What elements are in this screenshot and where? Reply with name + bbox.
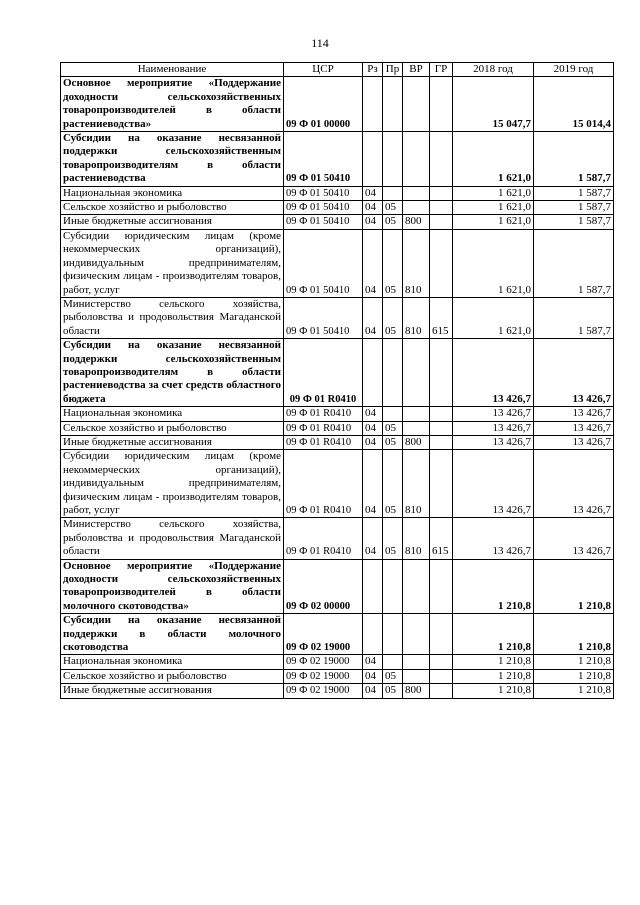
header-rz: Рз (363, 63, 383, 77)
cell-gr (430, 215, 453, 229)
cell-gr (430, 77, 453, 132)
cell-pr: 05 (383, 684, 403, 698)
cell-2019: 1 587,7 (534, 215, 614, 229)
cell-name: Национальная экономика (61, 655, 284, 669)
cell-vr (403, 407, 430, 421)
cell-csr: 09 Ф 02 19000 (284, 614, 363, 655)
cell-2018: 13 426,7 (453, 518, 534, 559)
table-row (61, 215, 614, 229)
cell-2019: 13 426,7 (534, 421, 614, 435)
cell-2018: 13 426,7 (453, 435, 534, 449)
cell-2019: 13 426,7 (534, 450, 614, 518)
cell-2019: 1 210,8 (534, 614, 614, 655)
cell-name: Субсидии юридическим лицам (кроме некоммерческих организаций), индивидуальным предпринимателям, физическим лицам - производителям товаров, работ, услуг (61, 450, 284, 518)
cell-2018: 15 047,7 (453, 77, 534, 132)
table-row (61, 450, 614, 518)
cell-rz: 04 (363, 201, 383, 215)
cell-2018: 1 621,0 (453, 215, 534, 229)
header-vr: ВР (403, 63, 430, 77)
cell-vr (403, 132, 430, 187)
table-row (61, 201, 614, 215)
cell-rz (363, 77, 383, 132)
table-row (61, 407, 614, 421)
table-row (61, 77, 614, 132)
cell-name: Министерство сельского хозяйства, рыболовства и продовольствия Магаданской области (61, 297, 284, 338)
cell-pr: 05 (383, 518, 403, 559)
cell-gr (430, 201, 453, 215)
cell-2019: 1 587,7 (534, 297, 614, 338)
cell-rz (363, 132, 383, 187)
cell-vr: 810 (403, 229, 430, 297)
cell-csr: 09 Ф 02 19000 (284, 684, 363, 698)
cell-gr (430, 614, 453, 655)
cell-vr: 800 (403, 684, 430, 698)
table-row (61, 421, 614, 435)
cell-2019: 13 426,7 (534, 407, 614, 421)
cell-rz: 04 (363, 655, 383, 669)
cell-pr: 05 (383, 435, 403, 449)
cell-csr: 09 Ф 02 19000 (284, 655, 363, 669)
table-row (61, 339, 614, 407)
cell-csr: 09 Ф 01 50410 (284, 229, 363, 297)
cell-name: Субсидии на оказание несвязанной поддержки сельскохозяйственным товаропроизводителям в области растениеводства за счет средств областного бюджета (61, 339, 284, 407)
cell-name: Сельское хозяйство и рыболовство (61, 201, 284, 215)
cell-rz (363, 559, 383, 614)
cell-pr (383, 655, 403, 669)
table-row (61, 297, 614, 338)
cell-2019: 1 210,8 (534, 684, 614, 698)
cell-2018: 1 621,0 (453, 297, 534, 338)
cell-name: Иные бюджетные ассигнования (61, 435, 284, 449)
cell-vr: 800 (403, 215, 430, 229)
cell-2018: 13 426,7 (453, 339, 534, 407)
header-gr: ГР (430, 63, 453, 77)
cell-pr (383, 407, 403, 421)
table-header-row (61, 63, 614, 77)
cell-pr: 05 (383, 215, 403, 229)
cell-pr (383, 614, 403, 655)
cell-csr: 09 Ф 01 50410 (284, 186, 363, 200)
cell-gr (430, 684, 453, 698)
cell-gr: 615 (430, 518, 453, 559)
cell-vr (403, 186, 430, 200)
cell-csr: 09 Ф 01 R0410 (284, 407, 363, 421)
cell-2018: 1 621,0 (453, 186, 534, 200)
cell-gr (430, 655, 453, 669)
cell-csr: 09 Ф 02 00000 (284, 559, 363, 614)
header-2018: 2018 год (453, 63, 534, 77)
cell-csr: 09 Ф 01 00000 (284, 77, 363, 132)
cell-csr: 09 Ф 02 19000 (284, 669, 363, 683)
cell-gr (430, 186, 453, 200)
cell-rz: 04 (363, 421, 383, 435)
cell-rz: 04 (363, 684, 383, 698)
table-row (61, 614, 614, 655)
cell-2018: 1 210,8 (453, 655, 534, 669)
cell-rz: 04 (363, 215, 383, 229)
cell-gr (430, 339, 453, 407)
table-row (61, 559, 614, 614)
cell-2018: 13 426,7 (453, 421, 534, 435)
cell-name: Субсидии на оказание несвязанной поддержки сельскохозяйственным товаропроизводителям в области растениеводства (61, 132, 284, 187)
cell-name: Сельское хозяйство и рыболовство (61, 669, 284, 683)
cell-csr: 09 Ф 01 R0410 (284, 450, 363, 518)
cell-csr: 09 Ф 01 R0410 (284, 518, 363, 559)
cell-gr (430, 132, 453, 187)
cell-csr: 09 Ф 01 50410 (284, 215, 363, 229)
cell-2019: 13 426,7 (534, 435, 614, 449)
cell-name: Национальная экономика (61, 186, 284, 200)
cell-gr (430, 407, 453, 421)
cell-rz (363, 614, 383, 655)
cell-vr: 810 (403, 297, 430, 338)
table-row (61, 229, 614, 297)
cell-vr: 810 (403, 518, 430, 559)
cell-name: Министерство сельского хозяйства, рыболовства и продовольствия Магаданской области (61, 518, 284, 559)
cell-vr (403, 421, 430, 435)
cell-csr: 09 Ф 01 50410 (284, 297, 363, 338)
cell-vr (403, 655, 430, 669)
cell-2019: 13 426,7 (534, 339, 614, 407)
cell-2019: 1 587,7 (534, 201, 614, 215)
cell-vr (403, 559, 430, 614)
cell-pr: 05 (383, 669, 403, 683)
cell-vr (403, 339, 430, 407)
cell-rz: 04 (363, 229, 383, 297)
cell-gr (430, 229, 453, 297)
table-row (61, 132, 614, 187)
cell-pr: 05 (383, 421, 403, 435)
cell-2019: 15 014,4 (534, 77, 614, 132)
cell-2019: 1 587,7 (534, 132, 614, 187)
cell-2018: 1 621,0 (453, 201, 534, 215)
cell-pr (383, 339, 403, 407)
cell-name: Субсидии на оказание несвязанной поддержки в области молочного скотоводства (61, 614, 284, 655)
header-csr: ЦСР (284, 63, 363, 77)
cell-rz (363, 339, 383, 407)
table-row (61, 684, 614, 698)
cell-2019: 1 210,8 (534, 669, 614, 683)
cell-csr: 09 Ф 01 R0410 (284, 339, 363, 407)
cell-gr (430, 435, 453, 449)
page-number: 114 (311, 36, 329, 50)
cell-vr (403, 669, 430, 683)
header-name: Наименование (61, 63, 284, 77)
cell-name: Субсидии юридическим лицам (кроме некоммерческих организаций), индивидуальным предпринимателям, физическим лицам - производителям товаров, работ, услуг (61, 229, 284, 297)
cell-pr: 05 (383, 201, 403, 215)
table-row (61, 655, 614, 669)
cell-name: Национальная экономика (61, 407, 284, 421)
cell-vr (403, 201, 430, 215)
cell-rz: 04 (363, 407, 383, 421)
table-row (61, 186, 614, 200)
cell-pr (383, 77, 403, 132)
table-row (61, 518, 614, 559)
cell-name: Сельское хозяйство и рыболовство (61, 421, 284, 435)
cell-pr (383, 186, 403, 200)
header-pr: Пр (383, 63, 403, 77)
cell-name: Основное мероприятие «Поддержание доходности сельскохозяйственных товаропроизводителей в области молочного скотоводства» (61, 559, 284, 614)
cell-csr: 09 Ф 01 R0410 (284, 435, 363, 449)
cell-2019: 13 426,7 (534, 518, 614, 559)
cell-gr: 615 (430, 297, 453, 338)
cell-pr (383, 132, 403, 187)
cell-rz: 04 (363, 435, 383, 449)
cell-csr: 09 Ф 01 50410 (284, 132, 363, 187)
cell-vr: 810 (403, 450, 430, 518)
cell-pr: 05 (383, 297, 403, 338)
cell-csr: 09 Ф 01 50410 (284, 201, 363, 215)
cell-rz: 04 (363, 186, 383, 200)
cell-gr (430, 669, 453, 683)
cell-2019: 1 587,7 (534, 229, 614, 297)
header-2019: 2019 год (534, 63, 614, 77)
cell-2018: 13 426,7 (453, 450, 534, 518)
cell-vr (403, 614, 430, 655)
cell-gr (430, 450, 453, 518)
cell-2018: 1 210,8 (453, 684, 534, 698)
cell-name: Иные бюджетные ассигнования (61, 684, 284, 698)
cell-pr: 05 (383, 450, 403, 518)
cell-pr (383, 559, 403, 614)
cell-2018: 1 621,0 (453, 229, 534, 297)
cell-2018: 1 210,8 (453, 559, 534, 614)
cell-2019: 1 210,8 (534, 559, 614, 614)
table-row (61, 435, 614, 449)
table-body (61, 77, 614, 698)
cell-rz: 04 (363, 297, 383, 338)
cell-gr (430, 559, 453, 614)
budget-table (60, 62, 614, 699)
cell-2019: 1 587,7 (534, 186, 614, 200)
cell-2018: 1 210,8 (453, 614, 534, 655)
cell-2018: 1 210,8 (453, 669, 534, 683)
cell-rz: 04 (363, 518, 383, 559)
cell-rz: 04 (363, 669, 383, 683)
cell-2018: 1 621,0 (453, 132, 534, 187)
cell-2019: 1 210,8 (534, 655, 614, 669)
cell-name: Основное мероприятие «Поддержание доходности сельскохозяйственных товаропроизводителей в области растениеводства» (61, 77, 284, 132)
cell-vr (403, 77, 430, 132)
cell-csr: 09 Ф 01 R0410 (284, 421, 363, 435)
cell-name: Иные бюджетные ассигнования (61, 215, 284, 229)
cell-vr: 800 (403, 435, 430, 449)
cell-gr (430, 421, 453, 435)
cell-rz: 04 (363, 450, 383, 518)
table-row (61, 669, 614, 683)
cell-pr: 05 (383, 229, 403, 297)
cell-2018: 13 426,7 (453, 407, 534, 421)
